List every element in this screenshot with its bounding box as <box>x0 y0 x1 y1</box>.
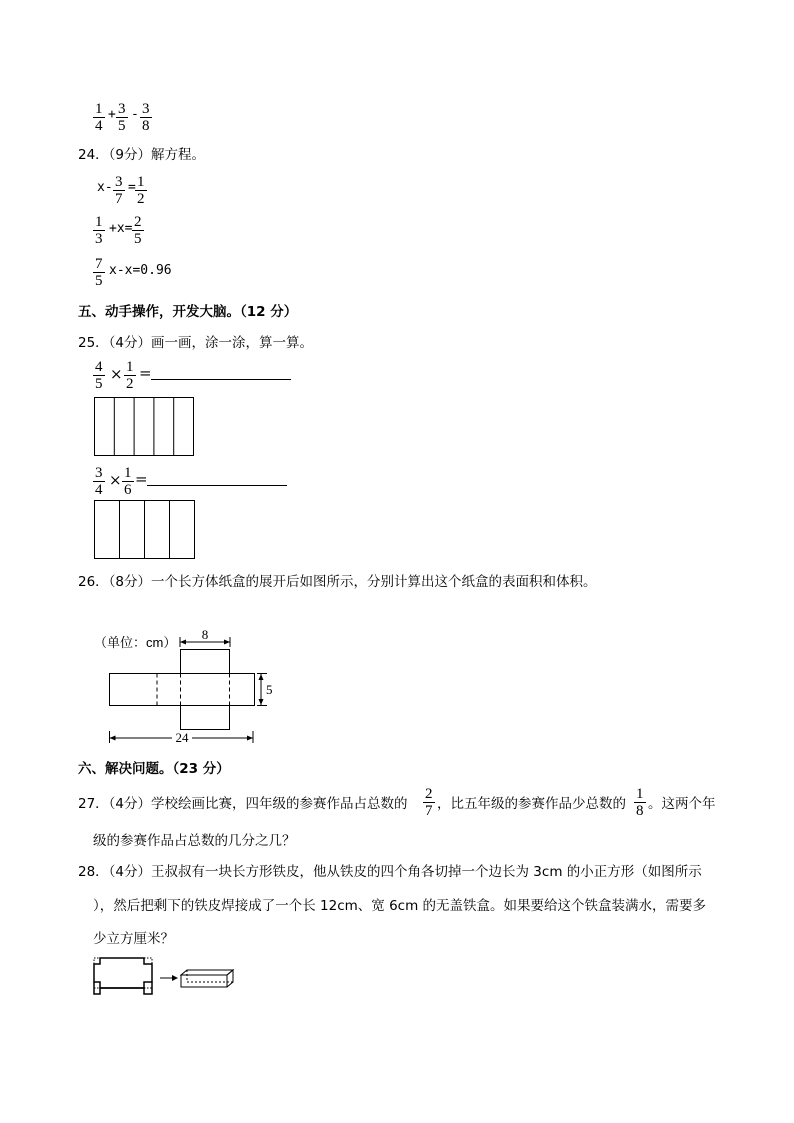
fraction: $\frac{3}{4}$ <box>95 465 103 498</box>
question-28-line-2: ），然后把剩下的铁皮焊接成了一个长 12cm、宽 6cm 的无盖铁盒。如果要给这个铁盒装满水，需要多 <box>93 898 707 914</box>
sheet-to-box-diagram <box>90 954 240 1000</box>
question-28-line-1: 28．（4分）王叔叔有一块长方形铁皮，他从铁皮的四个角各切掉一个边长为 3cm 的小正方形（如图所示 <box>78 864 702 880</box>
dimension-bottom: 24 <box>175 730 189 745</box>
section-5-title: 五、动手操作，开发大脑。（12 分） <box>78 304 298 320</box>
section-6-title: 六、解决问题。（23 分） <box>78 761 230 777</box>
fraction: $\frac{1}{4}$ <box>95 101 103 134</box>
fraction: $\frac{1}{8}$ <box>636 786 644 819</box>
dimension-top: 8 <box>201 627 209 642</box>
fraction: $\frac{1}{2}$ <box>126 359 134 392</box>
box-net-diagram <box>100 625 280 750</box>
fraction: $\frac{4}{5}$ <box>95 359 103 392</box>
unit-label: （单位：cm） <box>94 635 177 650</box>
fraction: $\frac{3}{7}$ <box>115 174 123 207</box>
question-24-label: 24．（9分）解方程。 <box>78 147 206 163</box>
fraction: $\frac{1}{2}$ <box>137 174 145 207</box>
fraction: $\frac{2}{7}$ <box>425 786 433 819</box>
question-28-line-3: 少立方厘米？ <box>93 931 174 947</box>
operator: + <box>108 107 116 122</box>
operator: - <box>131 107 139 122</box>
question-25-label: 25．（4分）画一画，涂一涂，算一算。 <box>78 335 314 351</box>
fraction: $\frac{7}{5}$ <box>95 256 103 289</box>
fraction: $\frac{1}{3}$ <box>95 214 103 247</box>
question-26-label: 26．（8分）一个长方体纸盒的展开后如图所示，分别计算出这个纸盒的表面积和体积。 <box>78 574 597 590</box>
question-27-line-2: 级的参赛作品占总数的几分之几？ <box>93 833 296 849</box>
fraction: $\frac{2}{5}$ <box>134 214 142 247</box>
answer-line[interactable] <box>151 379 291 380</box>
fraction: $\frac{3}{8}$ <box>142 101 150 134</box>
fraction: $\frac{3}{5}$ <box>118 101 126 134</box>
answer-line[interactable] <box>147 485 287 486</box>
dimension-right: 5 <box>266 682 273 697</box>
rectangle-grid-4-parts[interactable] <box>94 500 196 560</box>
rectangle-grid-5-parts[interactable] <box>94 397 195 457</box>
question-27-line-1: 27．（4分）学校绘画比赛，四年级的参赛作品占总数的 <box>78 796 408 812</box>
fraction: $\frac{1}{6}$ <box>124 465 132 498</box>
